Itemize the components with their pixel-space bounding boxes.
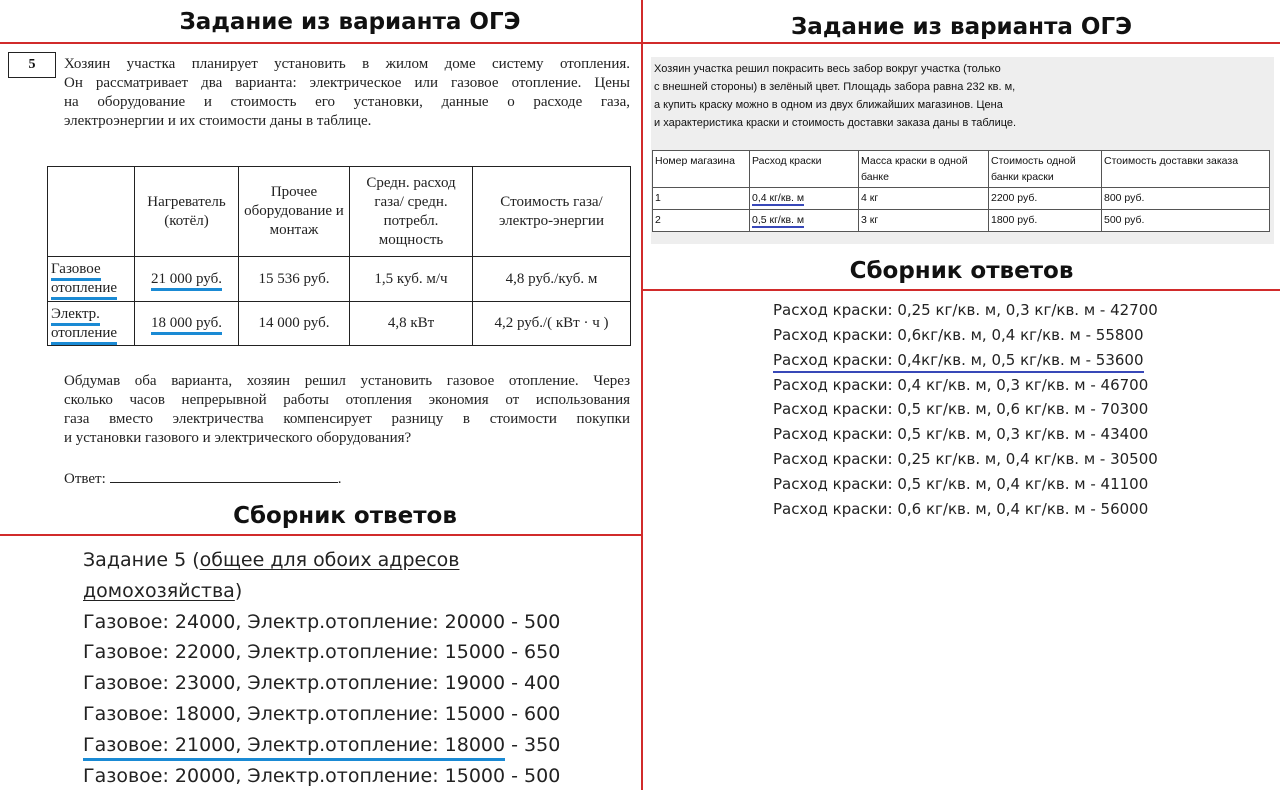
table-cell: 1 <box>653 188 750 210</box>
row-label <box>48 257 135 302</box>
table-header-cell: Средн. расход газа/ средн. потребл. мощность <box>350 167 473 257</box>
table-header-cell: Стоимость газа/электро-энергии <box>473 167 631 257</box>
question-line: сколько часов непрерывной работы отопления экономия от использования <box>64 392 630 408</box>
list-item: Расход краски: 0,6кг/кв. м, 0,4 кг/кв. м - 55800 <box>773 325 1144 344</box>
list-item: Газовое: 20000, Электр.отопление: 15000 - 500 <box>83 764 561 787</box>
right-answers-list <box>773 298 1158 521</box>
left-answers-divider <box>0 534 641 536</box>
highlighted-answer-tail: - 350 <box>505 733 561 756</box>
question-line: Обдумав оба варианта, хозяин решил установить газовое отопление. Через <box>64 373 630 389</box>
table-header-cell: Номер магазина <box>653 151 750 188</box>
list-item: Газовое: 18000, Электр.отопление: 15000 - 600 <box>83 702 561 725</box>
table-cell <box>135 257 239 302</box>
table-cell: 1,5 куб. м/ч <box>350 257 473 302</box>
question-text <box>64 372 630 448</box>
list-item: Расход краски: 0,5 кг/кв. м, 0,4 кг/кв. м - 41100 <box>773 474 1149 493</box>
task-line: и характеристика краски и стоимость доставки заказа даны в таблице. <box>654 117 1017 129</box>
list-item: Расход краски: 0,5 кг/кв. м, 0,3 кг/кв. м - 43400 <box>773 425 1149 444</box>
list-item: Расход краски: 0,5 кг/кв. м, 0,6 кг/кв. м - 70300 <box>773 400 1149 419</box>
task-line: на оборудование и стоимость его установки, данные о расходе газа, <box>64 94 630 110</box>
list-item: Расход краски: 0,6 кг/кв. м, 0,4 кг/кв. м - 56000 <box>773 499 1149 518</box>
table-cell: 500 руб. <box>1102 210 1270 232</box>
row-label <box>48 302 135 346</box>
table-cell: 800 руб. <box>1102 188 1270 210</box>
table-cell: 4,8 руб./куб. м <box>473 257 631 302</box>
table-header-row <box>48 167 631 257</box>
left-heading: Задание из варианта ОГЭ <box>179 9 521 35</box>
right-heading: Задание из варианта ОГЭ <box>790 14 1133 40</box>
list-item: Расход краски: 0,25 кг/кв. м, 0,3 кг/кв. м - 42700 <box>773 301 1158 319</box>
table-cell: 2200 руб. <box>989 188 1102 210</box>
table-header-cell <box>48 167 135 257</box>
table-row <box>653 188 1270 210</box>
table-cell: 3 кг <box>859 210 989 232</box>
heater-price: 21 000 руб. <box>151 271 222 291</box>
answer-label: Ответ: <box>64 471 106 487</box>
answers-title-prefix: Задание 5 ( <box>83 549 200 571</box>
table-header-cell: Прочее оборудование и монтаж <box>239 167 350 257</box>
table-cell <box>135 302 239 346</box>
list-item: Газовое: 24000, Электр.отопление: 20000 - 500 <box>83 610 561 633</box>
table-row <box>653 210 1270 232</box>
task-line: Хозяин участка решил покрасить весь забор вокруг участка (только <box>654 63 1001 75</box>
table-row <box>48 302 631 346</box>
table-header-row <box>653 151 1270 188</box>
paint-consumption: 0,5 кг/кв. м <box>752 214 805 226</box>
task-line: с внешней стороны) в зелёный цвет. Площадь забора равна 232 кв. м, <box>654 81 1016 93</box>
list-item: Расход краски: 0,25 кг/кв. м, 0,4 кг/кв. м - 30500 <box>773 449 1158 468</box>
answer-blank <box>110 470 338 483</box>
table-cell: 4,2 руб./( кВт · ч ) <box>473 302 631 346</box>
list-item: Газовое: 23000, Электр.отопление: 19000 - 400 <box>83 672 561 695</box>
task-text <box>64 55 630 131</box>
answer-suffix: . <box>337 471 342 487</box>
left-answers-list <box>83 545 560 792</box>
heating-table <box>47 166 631 346</box>
list-item-highlighted <box>83 730 560 761</box>
table-cell: 2 <box>653 210 750 232</box>
top-left-divider <box>0 42 641 44</box>
right-answers-divider <box>643 289 1280 291</box>
paint-table <box>652 150 1270 232</box>
left-answers-heading: Сборник ответов <box>233 503 457 529</box>
answers-title-underlined: общее для обоих адресов <box>199 549 460 571</box>
question-line: газа вместо электричества компенсирует разницу в стоимости покупки <box>64 411 630 427</box>
answers-title <box>83 545 560 576</box>
highlighted-answer: Газовое: 21000, Электр.отопление: 18000 <box>83 733 505 761</box>
answer-field <box>64 470 342 488</box>
table-cell <box>750 210 859 232</box>
table-header-cell: Стоимость одной банки краски <box>989 151 1102 188</box>
right-answers-heading: Сборник ответов <box>849 258 1074 284</box>
list-item: Газовое: 22000, Электр.отопление: 15000 - 650 <box>83 641 561 664</box>
row-label-line: отопление <box>51 280 117 300</box>
table-header-cell: Расход краски <box>750 151 859 188</box>
table-cell: 1800 руб. <box>989 210 1102 232</box>
row-label-line: Газовое <box>51 261 101 281</box>
table-cell: 15 536 руб. <box>239 257 350 302</box>
task-number: 5 <box>8 52 56 78</box>
top-right-divider <box>643 42 1280 44</box>
table-cell: 14 000 руб. <box>239 302 350 346</box>
answers-title <box>83 576 560 607</box>
list-item: Расход краски: 0,4 кг/кв. м, 0,3 кг/кв. м - 46700 <box>773 375 1149 394</box>
row-label-line: Электр. <box>51 306 100 326</box>
table-header-cell: Нагреватель (котёл) <box>135 167 239 257</box>
table-header-cell: Стоимость доставки заказа <box>1102 151 1270 188</box>
answers-title-underlined: домохозяйства <box>83 579 235 602</box>
paint-consumption: 0,4 кг/кв. м <box>752 192 805 204</box>
vertical-divider <box>641 0 643 790</box>
row-label-line: отопление <box>51 325 117 345</box>
table-cell: 4 кг <box>859 188 989 210</box>
highlighted-answer: Расход краски: 0,4кг/кв. м, 0,5 кг/кв. м - 53600 <box>773 350 1144 373</box>
list-item-highlighted <box>773 348 1158 373</box>
question-line: и установки газового и электрического оборудования? <box>64 430 412 446</box>
answers-title-suffix: ) <box>234 579 243 602</box>
task-line: электроэнергии и их стоимости даны в таблице. <box>64 113 372 129</box>
heater-price: 18 000 руб. <box>151 315 222 335</box>
task-line: Хозяин участка планирует установить в жилом доме систему отопления. <box>64 56 630 72</box>
table-row <box>48 257 631 302</box>
table-cell: 4,8 кВт <box>350 302 473 346</box>
table-header-cell: Масса краски в одной банке <box>859 151 989 188</box>
task-line: а купить краску можно в одном из двух ближайших магазинов. Цена <box>654 99 1003 111</box>
right-task-text <box>654 60 1016 132</box>
task-line: Он рассматривает два варианта: электрическое или газовое отопление. Цены <box>64 75 630 91</box>
table-cell <box>750 188 859 210</box>
